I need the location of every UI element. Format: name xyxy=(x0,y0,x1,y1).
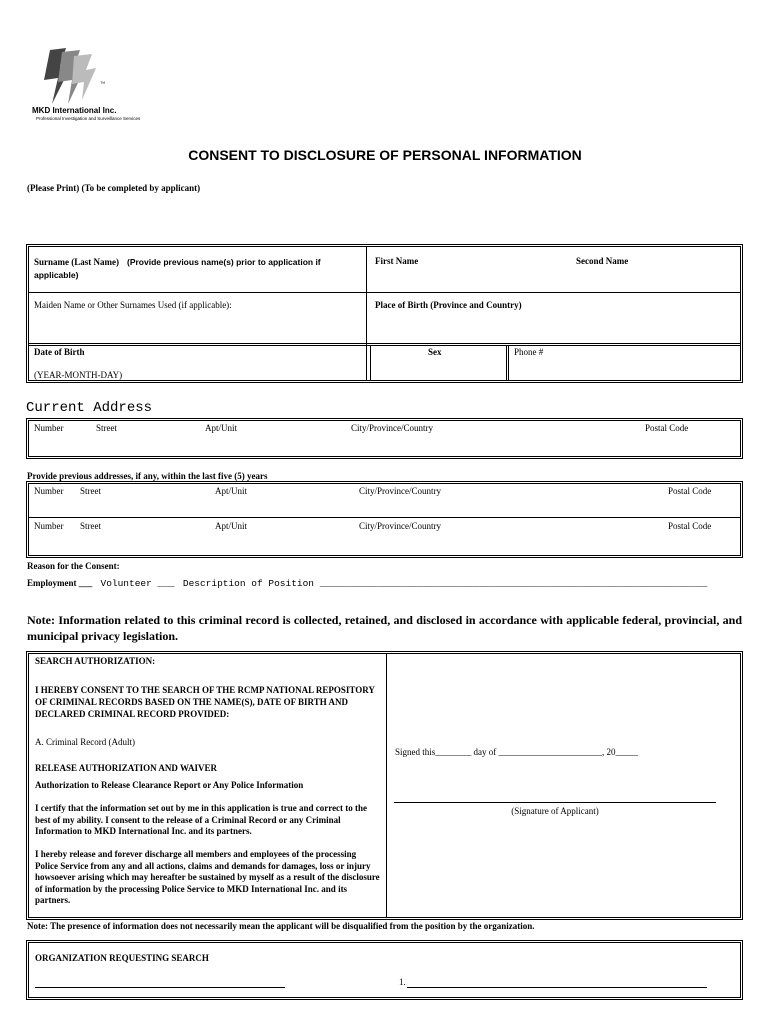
position-description-field[interactable]: Description of Position ____________________________________________________________________ xyxy=(182,578,708,589)
certify-statement: I certify that the information set out by me in this application is true and correct to the best of my ability. I consent to the release of a Criminal Record or any Criminal Information to MKD International Inc. and its partners. xyxy=(35,803,368,836)
sex-field[interactable]: Sex xyxy=(428,347,442,357)
first-name-field[interactable]: First Name xyxy=(375,256,419,266)
address-postal-label: Postal Code xyxy=(668,521,712,531)
trademark-symbol: ™ xyxy=(100,82,105,87)
surname-field[interactable] xyxy=(34,255,354,281)
footnote: Note: The presence of information does not necessarily mean the applicant will be disqualified from the position by the organization. xyxy=(27,921,535,931)
previous-addresses-heading: Provide previous addresses, if any, within the last five (5) years xyxy=(27,471,268,481)
address-apt-label: Apt/Unit xyxy=(205,423,238,433)
row-divider xyxy=(28,343,741,346)
column-divider xyxy=(506,346,509,381)
address-postal-label: Postal Code xyxy=(668,486,712,496)
instructions: (Please Print) (To be completed by applicant) xyxy=(27,183,201,193)
reason-heading: Reason for the Consent: xyxy=(27,561,120,571)
organization-item-line[interactable] xyxy=(407,987,707,988)
column-divider xyxy=(386,653,387,918)
company-logo xyxy=(32,46,182,124)
organization-item-number: 1. xyxy=(399,977,406,987)
organization-name-line[interactable] xyxy=(35,987,285,988)
company-tagline: Professional Investigation and Surveillance Services xyxy=(36,116,141,121)
signature-line[interactable] xyxy=(394,802,716,803)
current-address-heading: Current Address xyxy=(26,400,153,416)
address-apt-label: Apt/Unit xyxy=(215,521,248,531)
address-number-label: Number xyxy=(34,521,64,531)
address-number-label: Number xyxy=(34,423,64,433)
release-subheading: Authorization to Release Clearance Report or Any Police Information xyxy=(35,780,304,790)
address-street-label: Street xyxy=(96,423,117,433)
release-statement: I hereby release and forever discharge all members and employees of the processing Police Service from any and all actions, claims and demands for damages, loss or injury howsoever arising which may hereafter be sustained by myself as a result of the disclosure of information by the processing Police Service to MKD International Inc. and its partners. xyxy=(35,849,380,905)
signed-date-field[interactable]: Signed this________ day of _______________________, 20_____ xyxy=(395,747,638,757)
second-name-field[interactable]: Second Name xyxy=(576,256,629,266)
previous-address-row[interactable] xyxy=(28,486,741,506)
reason-options xyxy=(27,578,707,589)
previous-address-row[interactable] xyxy=(28,521,741,541)
address-postal-label: Postal Code xyxy=(645,423,689,433)
lightning-logo-icon xyxy=(32,46,102,108)
consent-statement: I HEREBY CONSENT TO THE SEARCH OF THE RCMP NATIONAL REPOSITORY OF CRIMINAL RECORDS BASED ON THE NAME(S), DATE OF BIRTH AND DECLARED CRIMINAL RECORD PROVIDED: xyxy=(35,685,375,719)
company-name: MKD International Inc. xyxy=(32,106,117,115)
dob-format: (YEAR-MONTH-DAY) xyxy=(34,370,123,380)
organization-box xyxy=(26,940,743,1000)
employment-option[interactable]: Employment ___ xyxy=(27,578,93,588)
signature-label: (Signature of Applicant) xyxy=(511,806,599,816)
surname-label: Surname (Last Name) xyxy=(34,257,119,267)
address-street-label: Street xyxy=(80,521,101,531)
column-divider xyxy=(366,246,367,381)
organization-heading: ORGANIZATION REQUESTING SEARCH xyxy=(35,953,209,963)
row-divider xyxy=(28,517,741,518)
search-heading: SEARCH AUTHORIZATION: xyxy=(35,656,156,666)
volunteer-option[interactable]: Volunteer ___ xyxy=(100,578,175,589)
place-of-birth-field[interactable]: Place of Birth (Province and Country) xyxy=(375,300,522,310)
phone-field[interactable]: Phone # xyxy=(514,347,544,357)
release-heading: RELEASE AUTHORIZATION AND WAIVER xyxy=(35,763,217,773)
privacy-note: Note: Information related to this criminal record is collected, retained, and disclosed in accordance with applicable federal, provincial, and municipal privacy legislation. xyxy=(27,613,742,643)
column-divider xyxy=(370,346,371,381)
address-street-label: Street xyxy=(80,486,101,496)
address-city-label: City/Province/Country xyxy=(359,521,441,531)
address-apt-label: Apt/Unit xyxy=(215,486,248,496)
address-city-label: City/Province/Country xyxy=(359,486,441,496)
address-number-label: Number xyxy=(34,486,64,496)
row-divider xyxy=(28,292,741,293)
page-title: CONSENT TO DISCLOSURE OF PERSONAL INFORMATION xyxy=(188,147,582,163)
address-city-label: City/Province/Country xyxy=(351,423,433,433)
criminal-record-item: A. Criminal Record (Adult) xyxy=(35,737,135,747)
maiden-name-field[interactable]: Maiden Name or Other Surnames Used (if applicable): xyxy=(34,300,232,310)
surname-note: (Provide previous name(s) prior to application if applicable) xyxy=(34,257,321,280)
dob-field[interactable]: Date of Birth xyxy=(34,347,85,357)
